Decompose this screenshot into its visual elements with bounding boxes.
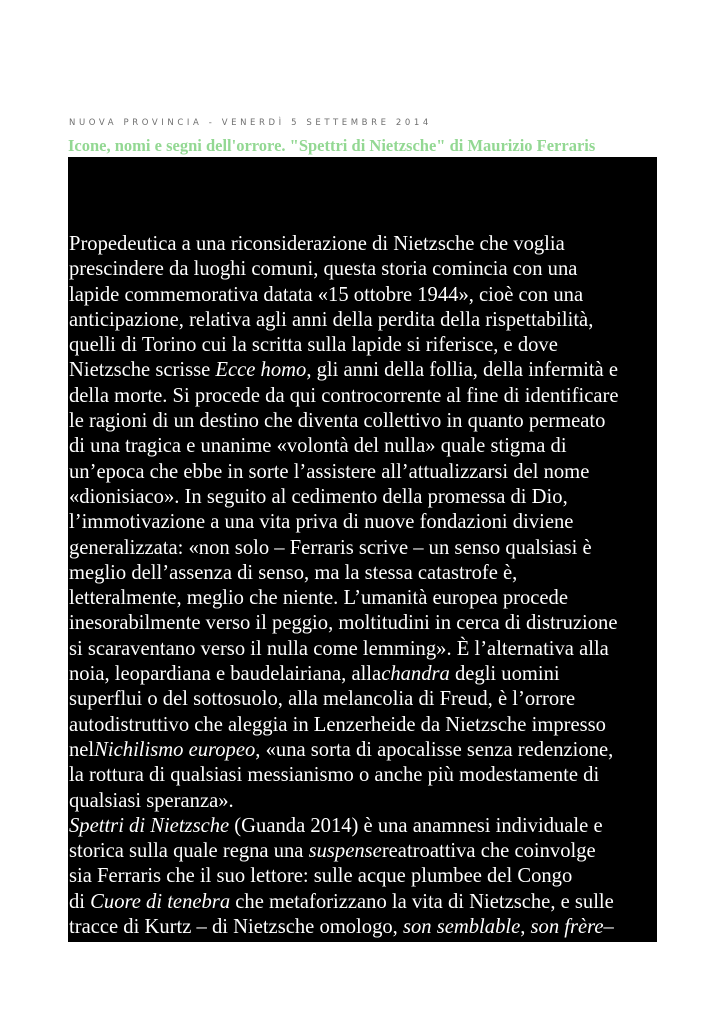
article-line: [69, 460, 619, 485]
italic-text: Cuore di tenebra: [90, 890, 231, 913]
article-line: [69, 485, 619, 510]
text-segment: di una tragica e unanime «volontà del nulla» quale stigma di: [69, 435, 567, 458]
text-segment: della morte. Si procede da qui controcorrente al fine di identificare: [69, 384, 619, 407]
article-line: [69, 713, 619, 738]
italic-text: Spettri di Nietzsche: [69, 814, 230, 837]
article-line: [69, 384, 619, 409]
text-segment: noia, leopardiana e baudelairiana, alla: [69, 663, 382, 686]
article-line: [69, 738, 619, 763]
article-line: [69, 814, 619, 839]
article-line: [69, 839, 619, 864]
article-line: [69, 434, 619, 459]
text-segment: letteralmente, meglio che niente. L’umanità europea procede: [69, 587, 568, 610]
article-line: [69, 687, 619, 712]
text-segment: reatroattiva che coinvolge: [381, 840, 596, 863]
text-segment: un’epoca che ebbe in sorte l’assistere all’attualizzarsi del nome: [69, 460, 590, 483]
italic-text: Ecce homo: [215, 359, 307, 382]
article-line: [69, 662, 619, 687]
text-segment: qualsiasi speranza».: [69, 789, 234, 812]
article-line: [69, 561, 619, 586]
text-segment: storica sulla quale regna una: [69, 840, 309, 863]
article-line: [69, 763, 619, 788]
article-title: Icone, nomi e segni dell'orrore. "Spettri di Nietzsche" di Maurizio Ferraris: [68, 136, 596, 155]
text-segment: la rottura di qualsiasi messianismo o anche più modestamente di: [69, 764, 600, 787]
article-line: [69, 864, 619, 889]
text-segment: degli uomini: [449, 663, 560, 686]
text-segment: lapide commemorativa datata «15 ottobre 1944», cioè con una: [69, 283, 584, 306]
text-segment: , «una sorta di apocalisse senza redenzione,: [255, 738, 614, 761]
text-segment: di: [69, 890, 91, 913]
text-segment: le ragioni di un destino che diventa collettivo in quanto permeato: [69, 410, 606, 433]
article-line: [69, 257, 619, 282]
text-segment: superflui o del sottosuolo, alla melancolia di Freud, è l’orrore: [69, 688, 576, 711]
text-segment: generalizzata: «non solo – Ferraris scrive – un senso qualsiasi è: [69, 536, 592, 559]
article-line: [69, 611, 619, 636]
italic-text: son frère–: [530, 916, 614, 939]
text-segment: che metaforizzano la vita di Nietzsche, e sulle: [230, 890, 614, 913]
text-segment: si scaraventano verso il nulla come lemming». È l’alternativa alla: [69, 637, 609, 660]
text-segment: l’immotivazione a una vita priva di nuove fondazioni diviene: [69, 511, 574, 534]
italic-text: chandra: [381, 663, 450, 686]
article-line: [69, 890, 619, 915]
text-segment: (Guanda 2014) è una anamnesi individuale e: [229, 814, 603, 837]
article-line: [69, 789, 619, 814]
article-line: [69, 358, 619, 383]
italic-text: son semblable: [402, 916, 521, 939]
article-line: [69, 283, 619, 308]
article-line: [69, 915, 619, 940]
text-segment: quelli di Torino cui la scritta sulla lapide si riferisce, e dove: [69, 334, 558, 357]
text-segment: sia Ferraris che il suo lettore: sulle acque plumbee del Congo: [69, 865, 573, 888]
text-segment: anticipazione, relativa agli anni della perdita della rispettabilità,: [69, 308, 594, 331]
text-segment: nel: [69, 738, 95, 761]
article-line: [69, 586, 619, 611]
italic-text: Nichilismo europeo: [94, 738, 256, 761]
article-line: [69, 333, 619, 358]
text-segment: «dionisiaco». In seguito al cedimento della promessa di Dio,: [69, 485, 568, 508]
text-segment: inesorabilmente verso il peggio, moltitudini in cerca di distruzione: [69, 612, 618, 635]
text-segment: Nietzsche scrisse: [69, 359, 216, 382]
text-segment: meglio dell’assenza di senso, ma la stessa catastrofe è,: [69, 561, 518, 584]
article-line: [69, 308, 619, 333]
article-line: [69, 232, 619, 257]
text-segment: prescindere da luoghi comuni, questa storia comincia con una: [69, 258, 578, 281]
article-line: [69, 510, 619, 535]
newspaper-kicker: NUOVA PROVINCIA - VENERDÌ 5 SETTEMBRE 2014: [69, 118, 432, 128]
article-body: [69, 232, 619, 940]
text-segment: Propedeutica a una riconsiderazione di Nietzsche che voglia: [69, 233, 565, 255]
text-segment: ,: [520, 916, 531, 939]
text-segment: , gli anni della follia, della infermità e: [306, 359, 618, 382]
text-segment: autodistruttivo che aleggia in Lenzerheide da Nietzsche impresso: [69, 713, 606, 736]
text-segment: tracce di Kurtz – di Nietzsche omologo,: [69, 916, 403, 939]
article-line: [69, 536, 619, 561]
article-line: [69, 637, 619, 662]
italic-text: suspense: [308, 840, 382, 863]
article-line: [69, 409, 619, 434]
